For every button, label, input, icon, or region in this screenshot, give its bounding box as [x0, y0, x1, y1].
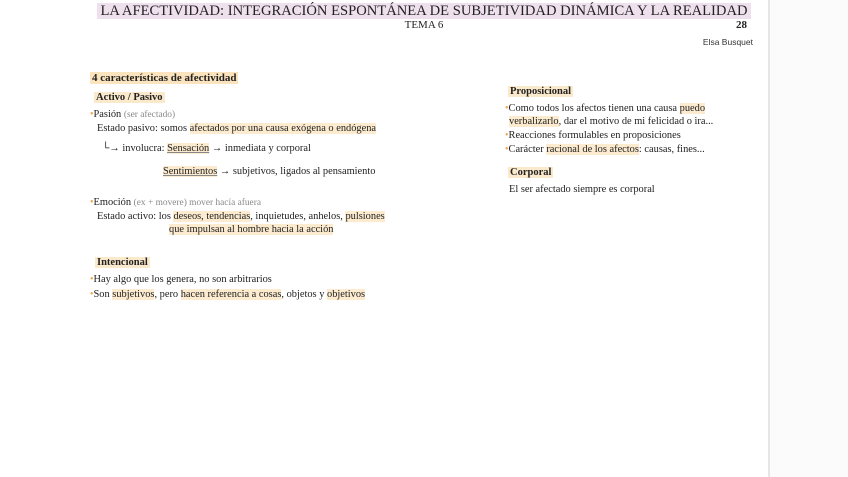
page-number: 28	[736, 19, 747, 31]
corporal-title: Corporal	[510, 167, 552, 178]
bullet-icon: •	[505, 103, 509, 114]
pasion-line: •Pasión (ser afectado)	[90, 109, 176, 120]
activo-pasivo-title: Activo / Pasivo	[96, 92, 163, 103]
corporal-line: El ser afectado siempre es corporal	[509, 184, 655, 195]
intencional-title: Intencional	[97, 257, 148, 268]
proposicional-title: Proposicional	[510, 86, 572, 97]
bullet-icon: •	[90, 109, 94, 120]
bullet-icon: •	[90, 274, 94, 285]
arrow-icon: →	[219, 166, 231, 177]
arrow-icon: →	[211, 143, 223, 154]
intencional-bullet-2: •Son subjetivos, pero hacen referencia a cosas, objetos y objetivos	[90, 289, 366, 300]
estado-activo-line-2: que impulsan al hombre hacia la acción	[169, 224, 334, 235]
proposicional-bullet-2: •Reacciones formulables en proposiciones	[505, 130, 681, 141]
proposicional-bullet-1-line-2: verbalizarlo, dar el motivo de mi felicidad o ira...	[509, 116, 714, 127]
page-margin	[770, 0, 848, 477]
emocion-line: •Emoción (ex + movere) mover hacía afuera	[90, 197, 261, 208]
sentimientos-line: Sentimientos → subjetivos, ligados al pensamiento	[163, 166, 376, 177]
section-heading: 4 características de afectividad	[92, 72, 237, 84]
bullet-icon: •	[505, 130, 509, 141]
author-name: Elsa Busquet	[702, 37, 753, 47]
bullet-icon: •	[505, 144, 509, 155]
proposicional-bullet-3: •Carácter racional de los afectos: causas, fines...	[505, 144, 705, 155]
topic-label: TEMA 6	[404, 19, 444, 31]
hook-arrow-icon: └→	[102, 143, 120, 154]
estado-activo-line: Estado activo: los deseos, tendencias, inquietudes, anhelos, pulsiones	[97, 211, 385, 222]
bullet-icon: •	[90, 197, 94, 208]
estado-pasivo-line: Estado pasivo: somos afectados por una causa exógena o endógena	[97, 123, 377, 134]
proposicional-bullet-1: •Como todos los afectos tienen una causa puedo	[505, 103, 706, 114]
document-title: LA AFECTIVIDAD: INTEGRACIÓN ESPONTÁNEA DE SUBJETIVIDAD DINÁMICA Y LA REALIDAD	[0, 2, 848, 20]
involucra-line: └→ involucra: Sensación → inmediata y corporal	[102, 143, 311, 154]
intencional-bullet-1: •Hay algo que los genera, no son arbitrarios	[90, 274, 272, 285]
bullet-icon: •	[90, 289, 94, 300]
